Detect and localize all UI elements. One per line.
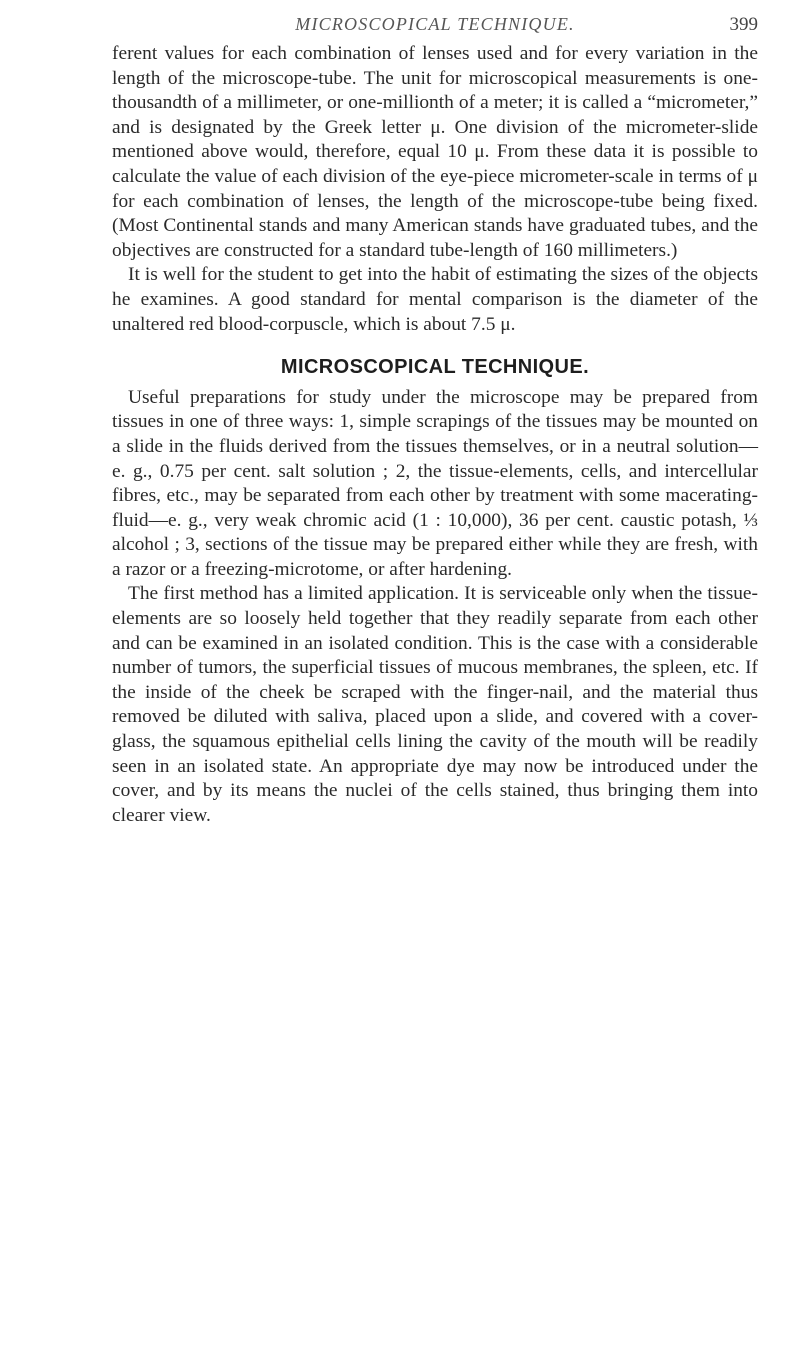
running-head: [112, 14, 758, 40]
paragraph-continued: ferent values for each combination of lenses used and for every variation in the length of the microscope-tube. The unit for microscopical measurements is one-thousandth of a millimeter, or one-millionth of a meter; it is called a “micrometer,” and is designated by the Greek letter μ. One division of the micrometer-slide mentioned above would, therefore, equal 10 μ. From these data it is possible to calculate the value of each division of the eye-piece micrometer-scale in terms of μ for each combination of lenses, the length of the microscope-tube being fixed. (Most Continental stands and many American stands have graduated tubes, and the objectives are constructed for a standard tube-length of 160 millimeters.): [112, 43, 758, 261]
text-column: [112, 42, 758, 828]
page-number: 399: [729, 14, 758, 35]
running-title: MICROSCOPICAL TECHNIQUE.: [295, 14, 575, 34]
paragraph-preparations: Useful preparations for study under the microscope may be prepared from tissues in one of three ways: 1, simple scrapings of the tissues may be mounted on a slide in the fluids derived from the tissues themselves, or in a neutral solution—e. g., 0.75 per cent. salt solution ; 2, the tissue-elements, cells, and intercellular fibres, etc., may be separated from each other by treatment with some macerating-fluid—e. g., very weak chromic acid (1 : 10,000), 36 per cent. caustic potash, ⅓ alcohol ; 3, sections of the tissue may be prepared either while they are fresh, with a razor or a freezing-microtome, or after hardening.: [112, 386, 758, 580]
paragraph-estimating-sizes: It is well for the student to get into the habit of estimating the sizes of the objects he examines. A good standard for mental comparison is the diameter of the unaltered red blood-corpuscle, which is about 7.5 μ.: [112, 264, 758, 335]
paragraph-first-method: The first method has a limited application. It is serviceable only when the tissue-elements are so loosely held together that they readily separate from each other and can be examined in an isolated condition. This is the case with a considerable number of tumors, the superficial tissues of mucous membranes, the spleen, etc. If the inside of the cheek be scraped with the finger-nail, and the material thus removed be diluted with saliva, placed upon a slide, and covered with a cover-glass, the squamous epithelial cells lining the cavity of the mouth will be readily seen in an isolated state. An appropriate dye may now be introduced under the cover, and by its means the nuclei of the cells stained, thus bringing them into clearer view.: [112, 583, 758, 826]
section-heading: MICROSCOPICAL TECHNIQUE.: [280, 356, 590, 379]
